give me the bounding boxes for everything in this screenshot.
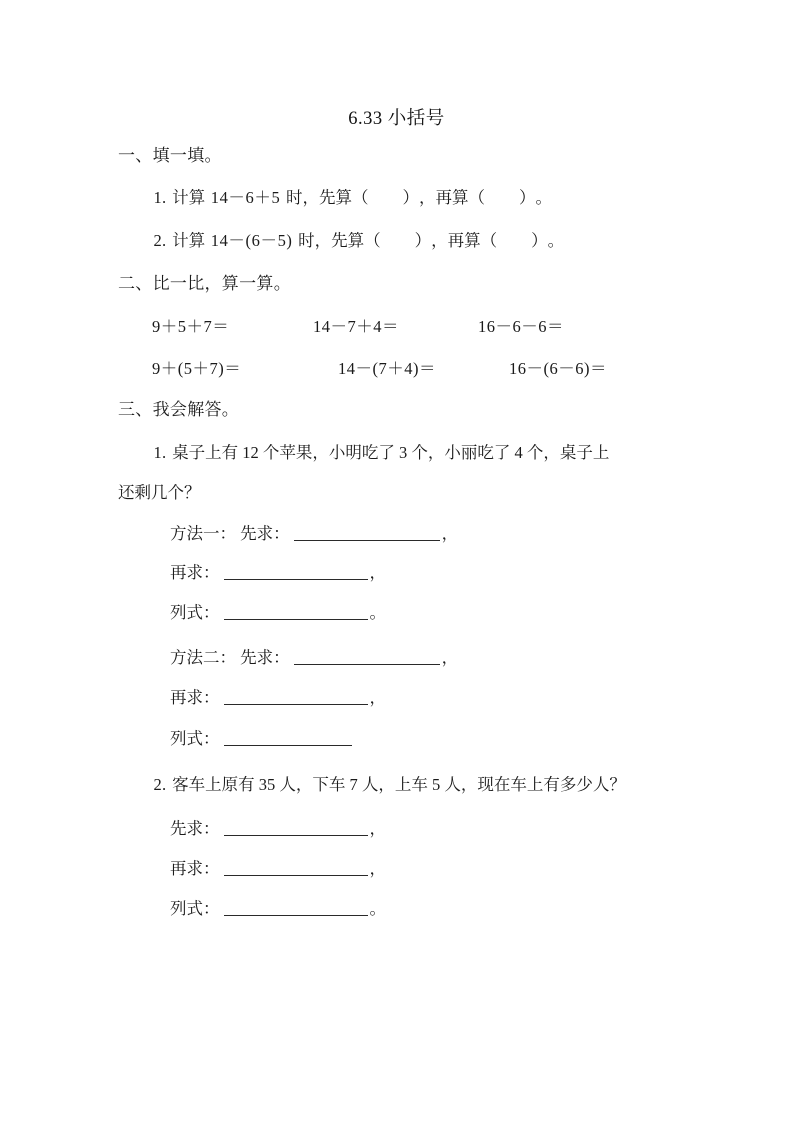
method-1-first-blank[interactable] [294, 526, 440, 541]
fill-item-2-text-end: 。 [547, 231, 565, 250]
page-title: 6.33 小括号 [348, 109, 445, 129]
problem-2-first-blank[interactable] [224, 821, 368, 836]
section-heading-2: 二、比一比，算一算。 [118, 274, 291, 293]
method-1-second-blank[interactable] [224, 565, 368, 580]
method-2-first-tail: ， [441, 648, 459, 667]
fill-item-1-text-end: 。 [535, 188, 552, 207]
method-1-formula-tail: 。 [369, 603, 386, 622]
problem-2-formula-tail: 。 [369, 899, 386, 918]
calc-expression-2-3: 16－(6－6)＝ [509, 359, 607, 378]
fill-item-1-text-before: 计算 [172, 188, 206, 207]
fill-item-1-blank-b[interactable] [468, 188, 535, 208]
method-1-second-tail: ， [369, 563, 386, 582]
calc-expression-1-1: 9＋5＋7＝ [152, 317, 230, 336]
section-heading-1: 一、填一填。 [118, 146, 222, 165]
problem-2-formula-row [170, 899, 386, 919]
fill-item-1 [152, 188, 552, 208]
problem-2-second-blank[interactable] [224, 861, 368, 876]
fill-item-2-number: 2. [153, 231, 167, 250]
word-problem-1-line-2: 还剩几个？ [118, 483, 201, 502]
problem-2-second-label: 再求： [170, 859, 220, 878]
fill-item-2 [152, 231, 564, 251]
calc-expression-1-2: 14－7＋4＝ [313, 317, 399, 336]
method-1-first-label: 先求： [240, 524, 290, 543]
section-heading-3: 三、我会解答。 [118, 400, 240, 419]
fill-item-1-expression: 14－6＋5 [210, 188, 281, 207]
problem-2-first-label: 先求： [170, 819, 220, 838]
method-2-second-blank[interactable] [224, 690, 368, 705]
method-1-second-row [170, 563, 386, 583]
fill-item-1-number: 1. [153, 188, 167, 207]
word-problem-1-text: 桌子上有 12 个苹果，小明吃了 3 个，小丽吃了 4 个，桌子上 [172, 443, 610, 462]
method-1-formula-blank[interactable] [224, 605, 368, 620]
fill-item-2-text-mid: 时，先算 [298, 231, 365, 250]
method-2-formula-row [170, 729, 354, 749]
fill-item-1-blank-a[interactable] [352, 188, 419, 208]
method-1-formula-label: 列式： [170, 603, 220, 622]
problem-2-first-row [170, 819, 386, 839]
method-2-formula-label: 列式： [170, 729, 220, 748]
method-2-first-blank[interactable] [294, 650, 440, 665]
fill-item-2-text-mid2: ，再算 [431, 231, 481, 250]
calc-expression-2-1: 9＋(5＋7)＝ [152, 359, 242, 378]
method-2-first-row [170, 648, 458, 668]
method-1-first-row [170, 524, 458, 544]
method-1-formula-row [170, 603, 386, 623]
word-problem-1-line-1 [152, 443, 609, 463]
fill-item-2-blank-b[interactable] [481, 231, 548, 251]
calc-expression-2-2: 14－(7＋4)＝ [338, 359, 436, 378]
problem-2-second-row [170, 859, 386, 879]
word-problem-2-number: 2. [153, 775, 167, 794]
problem-2-formula-label: 列式： [170, 899, 220, 918]
fill-item-2-expression: 14－(6－5) [210, 231, 293, 250]
word-problem-2-text: 客车上原有 35 人，下车 7 人，上车 5 人，现在车上有多少人？ [172, 775, 626, 794]
calc-row-1 [0, 313, 793, 335]
method-2-first-label: 先求： [240, 648, 290, 667]
method-2-second-row [170, 688, 386, 708]
fill-item-2-text-before: 计算 [172, 231, 206, 250]
method-2-formula-blank[interactable] [224, 731, 352, 746]
problem-2-second-tail: ， [369, 859, 386, 878]
problem-2-first-tail: ， [369, 819, 386, 838]
method-2-label: 方法二： [170, 648, 236, 667]
fill-item-2-blank-a[interactable] [364, 231, 431, 251]
problem-2-formula-blank[interactable] [224, 901, 368, 916]
word-problem-2-line-1 [152, 775, 626, 795]
method-2-second-tail: ， [369, 688, 386, 707]
word-problem-1-number: 1. [153, 443, 167, 462]
method-1-label: 方法一： [170, 524, 236, 543]
calc-expression-1-3: 16－6－6＝ [478, 317, 564, 336]
fill-item-1-text-mid2: ，再算 [418, 188, 469, 207]
fill-item-1-text-mid: 时，先算 [285, 188, 352, 207]
method-1-first-tail: ， [441, 524, 459, 543]
calc-row-2 [0, 355, 793, 377]
method-1-second-label: 再求： [170, 563, 220, 582]
method-2-second-label: 再求： [170, 688, 220, 707]
